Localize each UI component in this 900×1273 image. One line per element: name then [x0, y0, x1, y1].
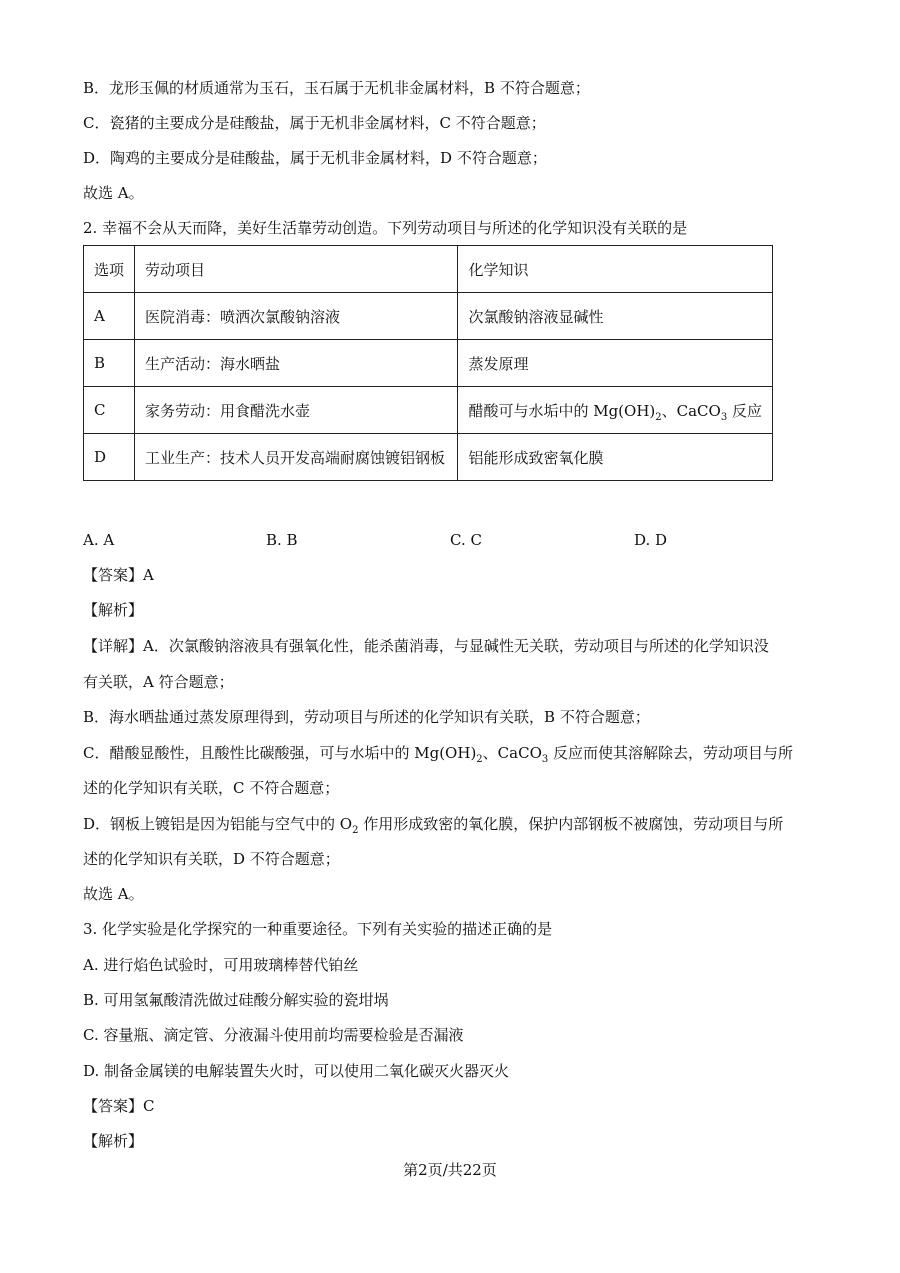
table-row [84, 434, 773, 481]
q1-conclusion: 故选 A。 [83, 184, 144, 202]
q2-conclusion: 故选 A。 [83, 885, 144, 903]
q2-detail-d-line1 [83, 814, 783, 834]
subscript: 2 [655, 411, 662, 423]
table-cell-option: C [84, 387, 135, 434]
subscript: 3 [541, 754, 549, 765]
table-row [84, 340, 773, 387]
q3-answer: 【答案】C [83, 1097, 155, 1115]
table-header-option: 选项 [84, 246, 135, 293]
table-cell-option: A [84, 293, 135, 340]
table-header-row [84, 246, 773, 293]
q1-analysis-d: D．陶鸡的主要成分是硅酸盐，属于无机非金属材料，D 不符合题意； [83, 149, 547, 167]
q2-option-b: B. B [266, 531, 298, 549]
q2-option-c: C. C [450, 531, 482, 549]
q2-detail-a-line1: 【详解】A．次氯酸钠溶液具有强氧化性，能杀菌消毒，与显碱性无关联，劳动项目与所述的化学知识没 [83, 637, 769, 655]
table-cell-knowledge [458, 387, 773, 434]
q2-detail-b: B．海水晒盐通过蒸发原理得到，劳动项目与所述的化学知识有关联，B 不符合题意； [83, 708, 650, 726]
table-cell-project: 医院消毒：喷洒次氯酸钠溶液 [135, 293, 458, 340]
table-header-knowledge: 化学知识 [458, 246, 773, 293]
table-cell-knowledge: 蒸发原理 [458, 340, 773, 387]
subscript: 3 [720, 411, 728, 423]
page-footer: 第2页/共22页 [403, 1161, 497, 1179]
q2-stem: 2. 幸福不会从天而降，美好生活靠劳动创造。下列劳动项目与所述的化学知识没有关联的是 [83, 219, 688, 237]
table-header-project: 劳动项目 [135, 246, 458, 293]
table-row [84, 293, 773, 340]
table-cell-knowledge: 铝能形成致密氧化膜 [458, 434, 773, 481]
knowledge-text-post: 反应 [727, 401, 762, 420]
q3-option-b: B. 可用氢氟酸清洗做过硅酸分解实验的瓷坩埚 [83, 991, 389, 1009]
table-row [84, 387, 773, 434]
q2-detail-d-line2: 述的化学知识有关联，D 不符合题意； [83, 850, 340, 868]
table-cell-option: D [84, 434, 135, 481]
table-cell-project: 家务劳动：用食醋洗水壶 [135, 387, 458, 434]
detail-text: 、CaCO [482, 744, 542, 762]
knowledge-text-mid: 、CaCO [661, 401, 721, 420]
subscript: 2 [476, 754, 483, 765]
q2-answer: 【答案】A [83, 566, 154, 584]
detail-text: 反应而使其溶解除去，劳动项目与所 [548, 744, 794, 762]
subscript: 2 [352, 825, 359, 836]
q2-option-a: A. A [83, 531, 115, 549]
q2-table [83, 245, 773, 481]
q3-stem: 3. 化学实验是化学探究的一种重要途径。下列有关实验的描述正确的是 [83, 920, 553, 938]
q3-analysis-label: 【解析】 [83, 1132, 144, 1150]
q3-option-a: A. 进行焰色试验时，可用玻璃棒替代铂丝 [83, 956, 359, 974]
detail-text: D．钢板上镀铝是因为铝能与空气中的 O [83, 815, 353, 833]
q2-detail-c-line1 [83, 743, 793, 763]
q2-option-d: D. D [634, 531, 668, 549]
table-cell-knowledge: 次氯酸钠溶液显碱性 [458, 293, 773, 340]
q2-analysis-label: 【解析】 [83, 601, 144, 619]
detail-text: C．醋酸显酸性，且酸性比碳酸强，可与水垢中的 Mg(OH) [83, 744, 477, 762]
q1-analysis-c: C．瓷猪的主要成分是硅酸盐，属于无机非金属材料，C 不符合题意； [83, 114, 546, 132]
table-cell-project: 生产活动：海水晒盐 [135, 340, 458, 387]
q1-analysis-b: B．龙形玉佩的材质通常为玉石，玉石属于无机非金属材料，B 不符合题意； [83, 79, 590, 97]
q2-detail-a-line2: 有关联，A 符合题意； [83, 673, 234, 691]
knowledge-text-pre: 醋酸可与水垢中的 Mg(OH) [468, 401, 656, 420]
table-cell-option: B [84, 340, 135, 387]
q2-detail-c-line2: 述的化学知识有关联，C 不符合题意； [83, 779, 340, 797]
detail-text: 作用形成致密的氧化膜，保护内部钢板不被腐蚀，劳动项目与所 [358, 815, 784, 833]
table-cell-project: 工业生产：技术人员开发高端耐腐蚀镀铝钢板 [135, 434, 458, 481]
q3-option-d: D. 制备金属镁的电解装置失火时，可以使用二氧化碳灭火器灭火 [83, 1062, 510, 1080]
q3-option-c: C. 容量瓶、滴定管、分液漏斗使用前均需要检验是否漏液 [83, 1026, 464, 1044]
